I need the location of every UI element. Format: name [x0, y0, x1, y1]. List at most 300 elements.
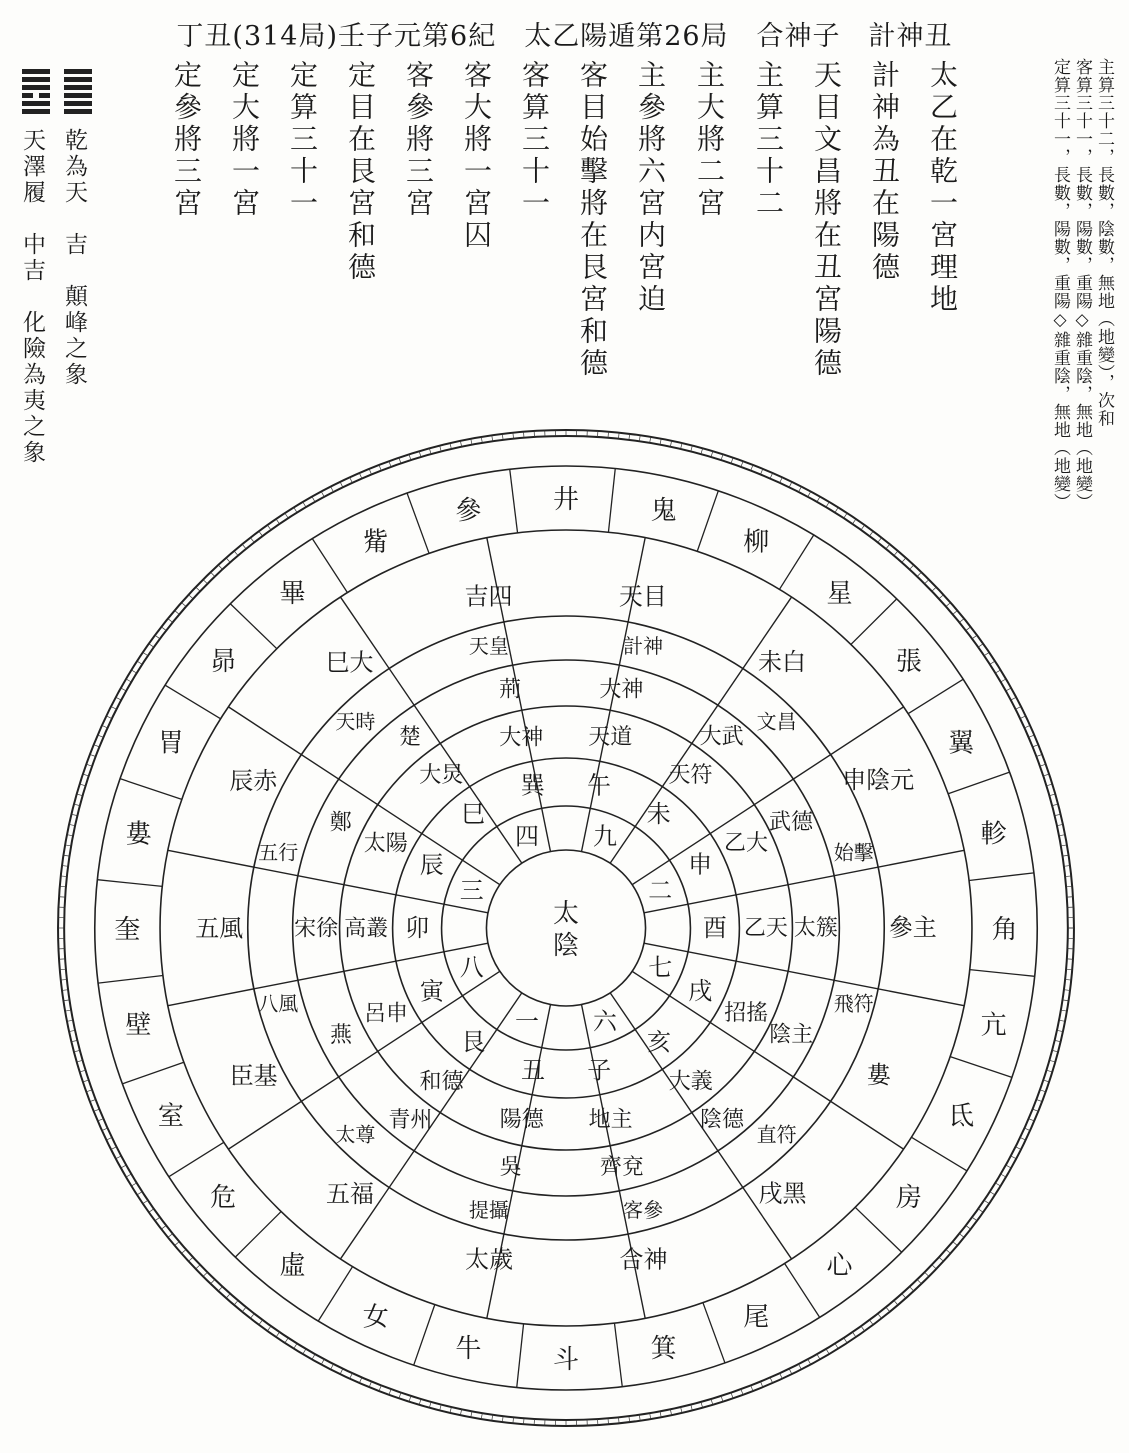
scale-tick [379, 465, 381, 471]
spirit-label: 文昌 [756, 709, 797, 734]
scale-tick [1049, 1060, 1055, 1062]
scale-tick [917, 572, 921, 576]
mansion-divider [608, 469, 615, 533]
scale-tick [902, 1294, 906, 1298]
mansion-divider [230, 604, 277, 649]
scale-tick [80, 784, 86, 786]
scale-tick [161, 1225, 166, 1229]
scale-tick [168, 619, 173, 623]
lunar-mansion-label: 軫 [980, 819, 1007, 850]
lunar-mansion-label: 婁 [125, 819, 152, 850]
branch-label: 子 [587, 1056, 612, 1085]
scale-tick [1040, 764, 1046, 766]
scale-tick [910, 565, 914, 569]
count-note: 主算三十二，長數，陰數，無地（地變），次和 [1094, 58, 1114, 428]
scale-tick [121, 1165, 126, 1168]
scale-tick [780, 477, 783, 482]
scale-tick [234, 1300, 238, 1305]
sector-inner-label: 呂申 [363, 1001, 408, 1027]
scale-tick [878, 538, 882, 543]
lunar-mansion-label: 鬼 [650, 495, 677, 526]
scale-tick [878, 1314, 882, 1319]
palace-number: 七 [648, 953, 673, 982]
sector-outer-label: 巳大 [325, 648, 374, 677]
scale-tick [196, 587, 200, 591]
mansion-divider [165, 685, 221, 719]
mansion-divider [970, 970, 1035, 977]
scale-tick [751, 465, 753, 471]
scale-tick [90, 1099, 96, 1101]
sector-mid-label: 吳 [499, 1155, 522, 1181]
lunar-mansion-label: 虛 [279, 1251, 306, 1282]
sector-inner-label: 乙大 [724, 831, 769, 857]
sector-outer-label: 合神 [619, 1245, 668, 1274]
info-column: 客大將一宮囚 [460, 60, 493, 252]
scale-tick [1001, 1174, 1006, 1177]
sector-mid-label: 荊 [499, 677, 522, 703]
info-column: 客算三十一 [518, 60, 551, 220]
scale-tick [1046, 1070, 1052, 1072]
scale-tick [259, 1320, 263, 1325]
scale-tick [106, 716, 112, 719]
scale-tick [995, 1183, 1000, 1186]
mansion-divider [703, 1303, 725, 1363]
sector-inner-label: 天符 [668, 762, 713, 788]
info-column: 定算三十一 [286, 60, 319, 220]
scale-tick [711, 451, 713, 457]
lunar-mansion-label: 斗 [552, 1345, 580, 1375]
scale-tick [835, 508, 838, 513]
spirit-label: 提攝 [468, 1198, 509, 1223]
lunar-mansion-label: 畢 [279, 578, 306, 609]
lunar-mansion-label: 角 [991, 915, 1018, 945]
scale-tick [126, 679, 131, 682]
scale-tick [1036, 1099, 1042, 1101]
scale-tick [267, 1326, 271, 1331]
scale-tick [966, 627, 971, 631]
scale-tick [419, 451, 421, 457]
scale-tick [303, 1349, 306, 1354]
sector-outer-label: 參主 [888, 913, 937, 942]
scale-tick [218, 1287, 222, 1291]
mansion-divider [235, 1212, 281, 1258]
scale-tick [731, 1393, 733, 1399]
mansion-divider [779, 535, 813, 589]
scale-tick [83, 1080, 89, 1082]
scale-tick [285, 513, 288, 518]
spirit-label: 天時 [335, 709, 376, 734]
sector-inner-label: 太陽 [363, 831, 408, 857]
sector-mid-label: 陰主 [769, 1022, 814, 1048]
scale-tick [984, 652, 989, 655]
scale-tick [1006, 688, 1011, 691]
scale-tick [331, 487, 334, 492]
scale-tick [894, 1300, 898, 1305]
scale-tick [409, 1396, 411, 1402]
scale-tick [826, 1349, 829, 1354]
mansion-divider [97, 880, 162, 887]
scale-tick [1011, 697, 1016, 700]
scale-tick [932, 587, 936, 591]
scale-tick [1033, 1109, 1039, 1111]
sector-outer-label: 婁 [866, 1061, 891, 1090]
scale-tick [978, 1209, 983, 1212]
spirit-label: 太尊 [335, 1122, 376, 1147]
lunar-mansion-label: 女 [362, 1302, 389, 1333]
scale-tick [721, 1396, 723, 1402]
scale-tick [276, 1332, 279, 1337]
sector-mid-label: 楚 [398, 724, 422, 750]
scale-tick [211, 1280, 215, 1284]
scale-tick [121, 688, 126, 691]
sector-outer-label: 五風 [195, 914, 244, 943]
scale-tick [701, 1402, 703, 1408]
lunar-mansion-label: 參 [455, 495, 482, 526]
sector-inner-label: 招搖 [724, 1001, 769, 1027]
chart-title: 丁丑(314局)壬子元第6紀 太乙陽遁第26局 合神子 計神丑 [176, 21, 953, 52]
scale-tick [990, 1192, 995, 1195]
palace-number: 二 [648, 876, 673, 905]
lunar-mansion-label: 張 [895, 646, 922, 677]
branch-label: 巳 [461, 799, 486, 828]
scale-tick [102, 725, 108, 727]
mansion-divider [855, 1207, 902, 1252]
scale-tick [379, 1385, 381, 1391]
branch-label: 戌 [688, 977, 713, 1006]
sector-outer-label: 臣基 [229, 1061, 278, 1090]
lunar-mansion-label: 柳 [743, 527, 770, 558]
scale-tick [835, 1343, 838, 1348]
scale-tick [1029, 735, 1035, 737]
scale-tick [852, 519, 855, 524]
scale-tick [350, 1373, 353, 1378]
scale-tick [242, 544, 246, 549]
scale-tick [953, 611, 958, 615]
scale-tick [94, 745, 100, 747]
scale-tick [189, 595, 194, 599]
info-column: 定大將一宮 [228, 60, 261, 220]
sector-outer-label: 吉四 [464, 582, 513, 611]
scale-tick [1033, 745, 1039, 747]
sector-mid-label: 大武 [699, 724, 744, 750]
scale-tick [721, 454, 723, 460]
scale-tick [250, 1314, 254, 1319]
scale-tick [861, 525, 865, 530]
scale-tick [861, 1326, 865, 1331]
scale-tick [953, 1242, 958, 1246]
scale-tick [1049, 794, 1055, 796]
branch-label: 寅 [419, 977, 444, 1006]
scale-tick [149, 1209, 154, 1212]
scale-tick [932, 1265, 936, 1269]
scale-tick [959, 619, 964, 623]
scale-tick [886, 544, 890, 549]
info-column: 定參將三宮 [170, 60, 203, 220]
scale-tick [369, 1382, 371, 1388]
scale-tick [132, 1183, 137, 1186]
scale-tick [359, 473, 361, 478]
scale-tick [312, 1354, 315, 1359]
spirit-label: 計神 [623, 633, 664, 658]
sector-inner-label: 天道 [588, 725, 633, 751]
sector-outer-label: 五福 [326, 1180, 375, 1209]
mansion-divider [510, 469, 518, 533]
lunar-mansion-label: 危 [210, 1183, 237, 1214]
scale-tick [250, 538, 254, 543]
mansion-divider [407, 493, 429, 553]
spirit-label: 飛符 [833, 991, 874, 1016]
scale-tick [321, 1359, 324, 1364]
info-column: 定目在艮宮和德 [344, 60, 377, 284]
scale-tick [925, 580, 929, 584]
scale-tick [1043, 1080, 1049, 1082]
scale-tick [978, 644, 983, 647]
scale-tick [984, 1200, 989, 1203]
mansion-divider [312, 539, 347, 593]
mansion-divider [120, 779, 182, 800]
scale-tick [799, 1364, 802, 1369]
scale-tick [409, 454, 411, 460]
info-column: 客目始擊將在艮宮和德 [576, 60, 609, 380]
scale-tick [218, 565, 222, 569]
sector-outer-label: 申陰元 [842, 766, 915, 795]
scale-tick [910, 1287, 914, 1291]
scale-tick [111, 707, 116, 710]
scale-tick [259, 531, 263, 536]
sector-mid-label: 齊兗 [599, 1155, 644, 1181]
branch-label: 申 [688, 850, 713, 879]
scale-tick [1024, 1128, 1030, 1130]
scale-tick [340, 482, 343, 487]
sector-mid-label: 太簇 [793, 916, 838, 942]
scale-tick [137, 661, 142, 664]
scale-tick [429, 448, 431, 454]
scale-tick [939, 595, 944, 599]
count-note: 客算三十一，長數，陽數，重陽◇雜重陰，無地（地變） [1072, 58, 1092, 511]
scale-tick [902, 558, 906, 562]
scale-tick [1029, 1119, 1035, 1121]
branch-label: 丑 [521, 1056, 546, 1085]
scale-tick [359, 1377, 361, 1382]
sector-inner-label: 高叢 [344, 916, 389, 942]
scale-tick [77, 1060, 83, 1062]
scale-tick [1020, 716, 1026, 719]
lunar-mansion-label: 星 [826, 578, 853, 609]
spirit-label: 始擊 [833, 840, 874, 865]
scale-tick [285, 1338, 288, 1343]
scale-tick [312, 497, 315, 502]
scale-tick [808, 1359, 811, 1364]
scale-tick [1006, 1165, 1011, 1168]
scale-tick [226, 1294, 230, 1298]
sector-outer-label: 太歲 [465, 1245, 514, 1274]
mansion-divider [785, 1263, 820, 1317]
scale-tick [826, 502, 829, 507]
mansion-divider [318, 1267, 352, 1321]
scale-tick [90, 754, 96, 756]
branch-label: 艮 [461, 1028, 486, 1057]
count-note: 定算三十一，長數，陽數，重陽◇雜重陰，無地（地變） [1050, 58, 1070, 511]
scale-tick [780, 1373, 783, 1378]
branch-label: 卯 [405, 914, 430, 943]
scale-tick [294, 1343, 297, 1348]
lunar-mansion-label: 昴 [210, 646, 237, 677]
scale-tick [234, 551, 238, 556]
sector-inner-label: 大炅 [419, 763, 464, 789]
info-column: 主參將六宮内宮迫 [634, 60, 667, 316]
lunar-mansion-label: 氐 [948, 1101, 975, 1132]
scale-tick [181, 603, 186, 607]
scale-tick [102, 1128, 108, 1130]
scale-tick [143, 1200, 148, 1203]
scale-tick [741, 1389, 743, 1395]
sector-mid-label: 武德 [769, 809, 814, 835]
scale-tick [799, 487, 802, 492]
sector-mid-label: 宋徐 [294, 916, 339, 942]
lunar-mansion-label: 壁 [125, 1010, 152, 1041]
lunar-mansion-label: 箕 [650, 1334, 677, 1365]
scale-tick [731, 458, 733, 464]
scale-tick [939, 1257, 944, 1261]
scale-tick [1001, 679, 1006, 682]
lunar-mansion-label: 房 [895, 1183, 922, 1214]
scale-tick [321, 492, 324, 497]
sector-mid-label: 燕 [329, 1022, 352, 1048]
scale-tick [844, 513, 847, 518]
branch-label: 酉 [702, 913, 727, 942]
scale-tick [155, 1217, 160, 1221]
scale-tick [303, 502, 306, 507]
sector-inner-label: 大義 [668, 1069, 713, 1095]
mansion-divider [169, 1142, 224, 1176]
scale-tick [143, 652, 148, 655]
branch-label: 巽 [520, 771, 545, 800]
scale-tick [808, 492, 811, 497]
palace-number: 九 [593, 822, 618, 851]
scale-tick [149, 644, 154, 647]
center-label: 陰 [552, 931, 580, 961]
scale-tick [990, 661, 995, 664]
scale-tick [111, 1147, 116, 1150]
lunar-mansion-label: 翼 [948, 728, 975, 759]
scale-tick [760, 1382, 762, 1388]
scale-tick [789, 482, 792, 487]
scale-tick [369, 469, 371, 475]
info-column: 客參將三宮 [402, 60, 435, 220]
lunar-mansion-label: 心 [826, 1251, 853, 1282]
branch-label: 辰 [419, 850, 444, 879]
scale-tick [168, 1234, 173, 1238]
scale-tick [137, 1192, 142, 1195]
scale-tick [770, 1377, 772, 1382]
scale-tick [751, 1385, 753, 1391]
scale-tick [741, 461, 743, 467]
scale-tick [419, 1399, 421, 1405]
mansion-divider [517, 1324, 524, 1388]
spirit-label: 天皇 [468, 633, 509, 658]
mansion-divider [614, 1323, 622, 1387]
scale-tick [389, 461, 391, 467]
scale-tick [972, 635, 977, 639]
scale-tick [80, 1070, 86, 1072]
scale-tick [226, 558, 230, 562]
scale-tick [946, 603, 951, 607]
scale-tick [894, 551, 898, 556]
scale-tick [701, 448, 703, 454]
sector-inner-label: 大神 [499, 725, 544, 751]
scale-tick [294, 508, 297, 513]
scale-tick [959, 1234, 964, 1238]
scale-tick [817, 497, 820, 502]
upper-hexagram-text: 乾為天 吉 顛峰之象 [61, 128, 87, 388]
scale-tick [1016, 1147, 1021, 1150]
scale-tick [770, 473, 772, 478]
scale-tick [86, 764, 92, 766]
info-column: 太乙在乾一宮理地 [926, 60, 959, 316]
scale-tick [399, 458, 401, 464]
mansion-divider [851, 599, 897, 645]
scale-tick [161, 627, 166, 631]
scale-tick [1040, 1090, 1046, 1092]
scale-tick [116, 697, 121, 700]
sector-mid-label: 鄭 [329, 810, 352, 836]
info-column: 計神為丑在陽德 [868, 60, 901, 284]
scale-tick [175, 1242, 180, 1246]
scale-tick [429, 1402, 431, 1408]
scale-tick [86, 1090, 92, 1092]
scale-tick [711, 1399, 713, 1405]
spirit-label: 五行 [258, 840, 299, 865]
sector-mid-label: 大神 [599, 677, 644, 703]
lunar-mansion-label: 尾 [743, 1302, 770, 1333]
scale-tick [242, 1307, 246, 1312]
mansion-divider [948, 772, 1009, 794]
sector-outer-label: 未白 [757, 647, 806, 676]
lunar-mansion-label: 胃 [157, 728, 184, 759]
scale-tick [106, 1137, 112, 1140]
scale-tick [203, 580, 207, 584]
sector-inner-label: 和德 [419, 1069, 464, 1095]
scale-tick [1024, 725, 1030, 727]
scale-tick [1011, 1156, 1016, 1159]
palace-number: 六 [593, 1007, 618, 1036]
scale-tick [98, 735, 104, 737]
scale-tick [77, 794, 83, 796]
palace-number: 一 [514, 1007, 539, 1036]
scale-tick [966, 1225, 971, 1229]
sector-inner-label: 陽德 [499, 1107, 544, 1133]
lunar-mansion-label: 牛 [455, 1334, 482, 1365]
scale-tick [760, 469, 762, 475]
lunar-mansion-label: 井 [552, 485, 580, 515]
lunar-mansion-label: 觜 [362, 527, 389, 558]
sector-outer-label: 天目 [618, 582, 667, 611]
scale-tick [925, 1272, 929, 1276]
scale-tick [946, 1249, 951, 1253]
mansion-divider [950, 1057, 1012, 1078]
spirit-label: 八風 [258, 991, 299, 1016]
info-column: 天目文昌將在丑宮陽德 [810, 60, 843, 380]
sector-mid-label: 青州 [388, 1108, 433, 1134]
scale-tick [972, 1217, 977, 1221]
scale-tick [389, 1389, 391, 1395]
scale-tick [817, 1354, 820, 1359]
sector-outer-label: 辰赤 [229, 766, 278, 795]
branch-label: 亥 [646, 1028, 671, 1057]
scale-tick [196, 1265, 200, 1269]
scale-tick [203, 1272, 207, 1276]
lunar-mansion-label: 亢 [980, 1010, 1007, 1041]
